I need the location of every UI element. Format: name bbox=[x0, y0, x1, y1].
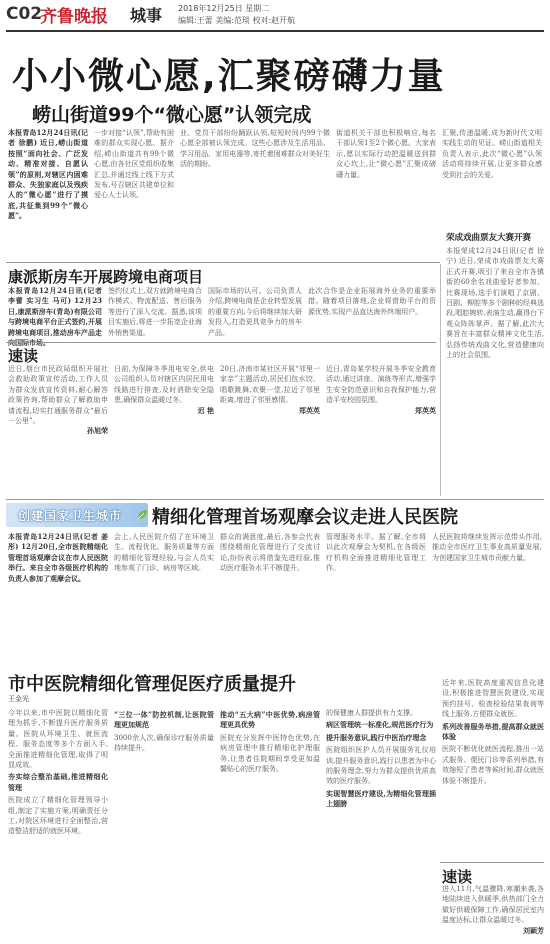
lead-column-2 bbox=[94, 128, 174, 258]
story5-column-1-text: 今年以来,市中医院以精细化管理为抓手,不断提升医疗服务质量。医院从环境卫生、就医流程、服务态度等多个方面入手,全面推进精细化管理,取得了明显成效。 bbox=[8, 709, 108, 770]
divider bbox=[440, 264, 441, 496]
story2-column-3-text: 国际市场的认可。公司负责人介绍,跨境电商是企业转型发展的重要方向,今后将继续加大研发投入,打造更具竞争力的房车产品。 bbox=[208, 287, 302, 337]
divider bbox=[6, 499, 544, 500]
story5-column-3-text: 3000余人次,确保诊疗服务质量持续提升。 bbox=[114, 733, 214, 753]
story5-column-5-text: 的保健康人群提供有力支撑。 bbox=[326, 709, 417, 717]
story2-column-4 bbox=[308, 286, 436, 338]
story4-column-1-text: 本报青岛12月24日讯(记者 姜彤) 12月20日,全市医院精细化管理首场观摩会议在市人民医院举行。来自全市各级医疗机构的负责人参加了观摩会议。 bbox=[8, 532, 108, 583]
banner-leaf-icon bbox=[136, 509, 148, 521]
story5-byline-text: 王金光 bbox=[8, 695, 29, 703]
quick-read-column-1 bbox=[8, 364, 108, 498]
story5-byline bbox=[8, 694, 68, 706]
lead-column-1 bbox=[8, 128, 88, 258]
story5-column-2 bbox=[114, 708, 214, 938]
story4-column-5 bbox=[432, 532, 542, 662]
story5-column-4 bbox=[326, 708, 436, 938]
story5-subhead-1: 夯实综合整治基础,推进精细化管理 bbox=[8, 772, 108, 792]
lead-column-4-text: 街道机关干部也积极响应,每名干部认领1至2个微心愿。大家表示,愿以实际行动把温暖送到群众心坎上,让“微心愿”汇聚成磅礴力量。 bbox=[336, 129, 436, 179]
quick-read-column-2-text: 日前,为保障冬季用电安全,供电公司组织人员对辖区内居民用电线路进行排查,及时消除安全隐患,确保群众温暖过冬。 bbox=[114, 365, 214, 405]
story5-headline: 市中医院精细化管理促医疗质量提升 bbox=[8, 674, 296, 695]
quick-read-byline-a: 孙旭荣 bbox=[87, 426, 108, 436]
lead-column-5-text: 汇聚,传递温暖,成为新时代文明实践生动的见证。崂山街道相关负责人表示,此次“微心愿”认领活动将持续开展,让更多群众感受到社会的关爱。 bbox=[442, 129, 542, 179]
story4-column-4-text: 管理服务水平。据了解,全市将以此次观摩会为契机,在各级医疗机构全面推进精细化管理工作。 bbox=[326, 533, 426, 573]
divider bbox=[6, 342, 436, 343]
story2-column-1 bbox=[8, 286, 102, 338]
story4-column-1 bbox=[8, 532, 108, 662]
masthead-rule bbox=[6, 30, 544, 32]
story4-column-3-text: 群众的满意度,最后,各参会代表围绕精细化管理进行了交流讨论,纷纷表示将借鉴先进经验,推动医疗服务水平不断提升。 bbox=[220, 533, 320, 573]
banner-text: 创建国家卫生城市 bbox=[18, 509, 123, 523]
quick-read-column-1-text: 近日,烟台市民政局组织开展社会救助政策宣传活动,工作人员为群众发放宣传资料,耐心解答政策咨询,帮助群众了解救助申请流程,切实打通服务群众“最后一公里”。 bbox=[8, 365, 108, 426]
story5-subhead-5: 提升服务意识,践行中医治疗理念 bbox=[326, 732, 427, 742]
divider bbox=[440, 862, 544, 863]
quick-read-column-3-text: 20日,济南市某社区开展“邻里一家亲”主题活动,居民们包水饺、唱歌跳舞,欢聚一堂,拉近了邻里距离,增进了邻里感情。 bbox=[220, 365, 320, 405]
story5-column-2-text: 医院成立了精细化管理领导小组,制定了实施方案,明确责任分工,对院区环境进行全面整治,营造整洁舒适的就医环境。 bbox=[8, 796, 108, 836]
newspaper-logo: 齐鲁晚报 bbox=[40, 7, 108, 27]
lead-column-1-text: 本报青岛12月24日讯(记者 徐鹏) 近日,崂山街道按照“面向社会、广泛发动、精准对接、自愿认领”的原则,对辖区内困难群众、失独家庭以及残疾人的“微心愿”进行了摸底,共征集到99个“微心愿”。 bbox=[8, 128, 88, 221]
editor-credits: 编辑:王蕾 美编:范琰 校对:赵开航 bbox=[178, 16, 296, 25]
divider bbox=[6, 262, 440, 263]
issue-date: 2018年12月25日 星期二 bbox=[178, 4, 270, 13]
quick-read-2-column bbox=[442, 884, 544, 940]
story4-column-2 bbox=[114, 532, 214, 662]
story2-column-4-text: 此次合作是企业拓展海外业务的重要举措。随着项目落地,企业将借助平台的资源优势,实现产品直达海外终端用户。 bbox=[308, 287, 436, 316]
quick-read-column-4-text: 近日,青岛某学校开展冬季安全教育活动,通过讲座、演练等形式,增强学生安全防范意识和自我保护能力,营造平安校园氛围。 bbox=[326, 365, 436, 405]
quick-read-column-4 bbox=[326, 364, 436, 498]
story5-column-4-text: 医院充分发挥中医特色优势,在病房管理中推行精细化护理服务,让患者住院期间享受更加温馨贴心的医疗服务。 bbox=[220, 733, 320, 774]
story2-column-2 bbox=[108, 286, 202, 338]
quick-read-2-headline: 速读 bbox=[442, 868, 473, 886]
story4-column-2-text: 会上,人民医院介绍了在环境卫生、流程优化、服务质量等方面的精细化管理经验,与会人员实地参观了门诊、病房等区域。 bbox=[114, 533, 214, 573]
story3-column bbox=[446, 246, 544, 496]
story5-subhead-2: “三位一体”防控机制,让医院管理更加规范 bbox=[114, 710, 214, 730]
story5-column-8-text: 医院不断优化就医流程,推出一站式服务、便民门诊等系列举措,有效缩短了患者等候时间,群众就医体验不断提升。 bbox=[442, 745, 544, 785]
quick-read-byline-d: 郑英英 bbox=[415, 405, 436, 415]
quick-read-headline: 速读 bbox=[8, 347, 39, 365]
story5-subhead-4: 病区管理统一标准化,规范医疗行为 bbox=[326, 720, 434, 730]
quick-read-column-2 bbox=[114, 364, 214, 498]
story4-column-4 bbox=[326, 532, 426, 662]
quick-read-column-3 bbox=[220, 364, 320, 498]
lead-column-2-text: 一步对接“认领”,帮助有困难的群众实现心愿。据介绍,崂山街道共有99个微心愿,由各社区党组织收集汇总,并通过线上线下方式发布,号召辖区共建单位和爱心人士认领。 bbox=[94, 129, 174, 200]
story5-column-1 bbox=[8, 708, 108, 938]
lead-headline: 小小微心愿,汇聚磅礴力量 bbox=[12, 56, 446, 97]
story2-column-3 bbox=[208, 286, 302, 338]
story5-column-3 bbox=[220, 708, 320, 938]
quick-read-byline-c: 郑英英 bbox=[299, 405, 320, 415]
story4-headline: 精细化管理首场观摩会议走进人民医院 bbox=[152, 507, 458, 528]
section-name: 城事 bbox=[130, 6, 163, 25]
story3-column-text: 本报荣成12月24日讯(记者 徐宁) 近日,荣成市戏曲票友大赛正式开赛,吸引了来自全市各镇街的60余名戏曲爱好者参加。比赛现场,选手们演唱了京剧、吕剧、柳腔等多个剧种的经典选段,唱腔婉转,表演生动,赢得台下观众阵阵掌声。据了解,此次大赛旨在丰富群众精神文化生活,弘扬传统戏曲文化,营造健康向上的社会氛围。 bbox=[446, 247, 544, 360]
story5-subhead-7: 系列改善服务举措,提高群众就医体验 bbox=[442, 721, 544, 742]
health-city-banner bbox=[6, 503, 148, 527]
story5-column-7-text: 近年来,医院高度重视信息化建设,积极推进智慧医院建设,实现预约挂号、检查检验结果查询等线上服务,方便群众就医。 bbox=[442, 679, 544, 719]
quick-read-2-text: 进入11月,气温骤降,寒潮来袭,各地陆续进入供暖季,供热部门全力做好供暖保障工作,确保居民室内温度达标,让群众温暖过冬。 bbox=[442, 885, 544, 925]
page-number: C02 bbox=[6, 4, 43, 24]
lead-column-4 bbox=[336, 128, 436, 258]
masthead bbox=[0, 0, 550, 32]
story5-subhead-3: 推动“五大病”中医优势,病房管理更具优势 bbox=[220, 710, 320, 730]
story4-column-3 bbox=[220, 532, 320, 662]
story2-headline: 康派斯房车开展跨境电商项目 bbox=[8, 268, 204, 286]
story5-column-5 bbox=[442, 678, 544, 858]
story4-column-5-text: 人民医院将继续发挥示范带头作用,推动全市医疗卫生事业高质量发展,为创建国家卫生城市贡献力量。 bbox=[432, 533, 542, 562]
story3-headline: 荣成戏曲票友大赛开赛 bbox=[446, 233, 532, 243]
lead-column-3-text: 业、党员干部纷纷踊跃认领,短短时间内99个微心愿全部被认领完成。这些心愿涉及生活用品、学习用品、家用电器等,寄托着困难群众对美好生活的期盼。 bbox=[180, 129, 330, 169]
quick-read-2-byline: 刘颖芳 bbox=[523, 925, 544, 935]
story5-subhead-6: 实现智慧医疗建设,为精细化管理插上翅膀 bbox=[326, 788, 436, 809]
story2-column-1-text: 本报青岛12月24日讯(记者 李蕾 实习生 马可) 12月23日,康派斯房车(青岛)有限公司与跨境电商平台正式签约,开展跨境电商项目,推动房车产品走 bbox=[8, 286, 102, 337]
lead-column-3 bbox=[180, 128, 330, 258]
story2-column-2-text: 签约仪式上,双方就跨境电商合作模式、物流配送、售后服务等进行了深入交流。据悉,该项目实施后,将进一步拓宽企业海外销售渠道。 bbox=[108, 287, 202, 337]
quick-read-byline-b: 迟 艳 bbox=[197, 405, 214, 415]
story5-column-6-text: 医院组织医护人员开展服务礼仪培训,提升服务意识,践行以患者为中心的服务理念,努力为群众提供优质高效的医疗服务。 bbox=[326, 746, 436, 786]
lead-subheadline: 崂山街道99个“微心愿”认领完成 bbox=[32, 104, 312, 126]
